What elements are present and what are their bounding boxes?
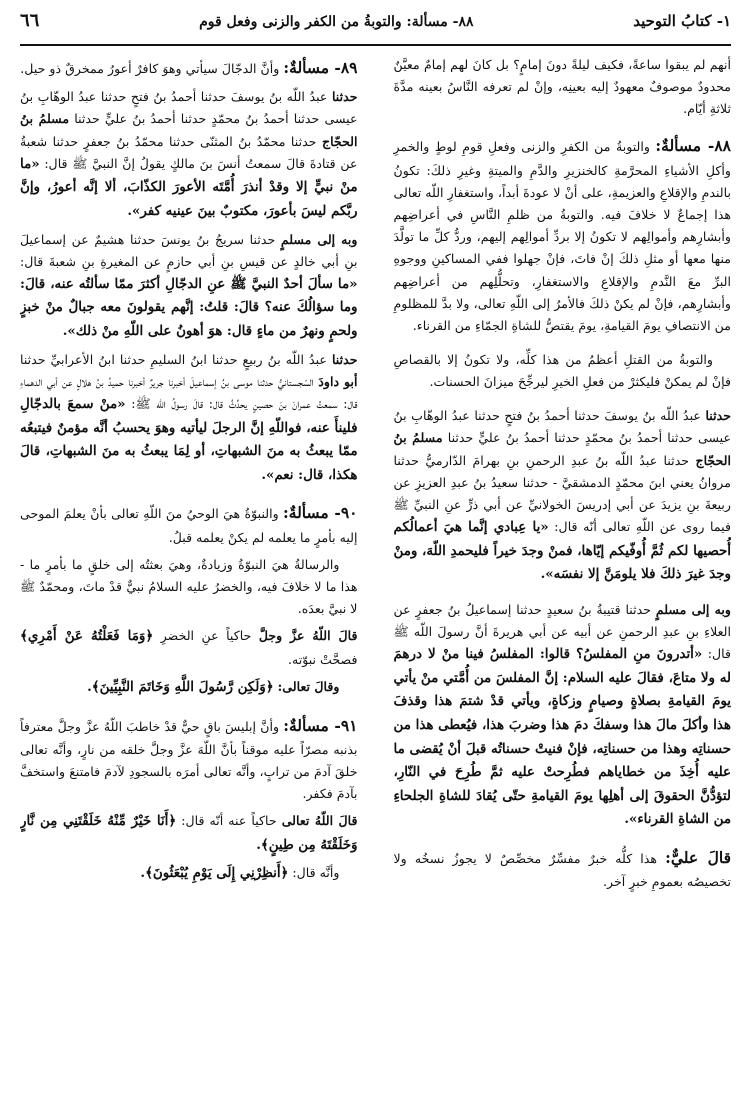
page-number: ٦٦ — [20, 10, 40, 31]
paragraph: أنهم لم يبقوا ساعةً، فكيف ليلةً دونَ إمامٍ؟ بل كانَ لهم إمامٌ معيَّنٌ محدودٌ موصوفٌ معهودٌ إليه بعينِه، وإنْ لم تعرفه النَّاسُ بعينه مدَّةَ ثلاثةِ أيّام. — [393, 57, 731, 117]
text-columns — [20, 54, 731, 1104]
quote-intro: حاكياً عنِ الخضرِ — [160, 628, 252, 644]
chain-text: حدثنا قتيبةُ بنُ سعيدٍ حدثنا إسماعيلُ بنُ جعفرٍ عن العلاءِ بنِ عبدِ الرحمنِ عن أبيه عن أبي هريرةَ أنَّ رسولَ اللّه ﷺ قال: — [393, 601, 731, 662]
header-book-title: ١- كتابُ التوحيد — [633, 12, 731, 30]
quote-intro: وأنَّه قال: — [292, 865, 340, 881]
chain-text: عبدُ اللّه بنُ يوسفَ حدثنا أحمدُ بنُ فتحٍ حدثنا عبدُ الوهّابِ بنُ عيسى حدثنا أحمدُ بنُ محمّدٍ حدثنا أحمدُ بنُ عليٍّ حدثنا — [393, 408, 731, 446]
section-text: والنبوّةُ هيَ الوحيُ منَ اللّهِ تعالى بأنْ يعلمَ الموحى إليه بأمرٍ ما يعلمه لم يكنْ يعلمه قبلُ. — [20, 506, 358, 545]
chain-text: حدثنا محمّدُ بنُ المثنّى حدثنا محمّدُ بنُ جعفرٍ حدثنا شعبةُ عن قتادةَ قالَ سمعتُ أنسَ بنَ مالكٍ يقولُ إنَّ النبيَّ ﷺ قال: — [20, 133, 358, 171]
quote-label: قالَ اللّهُ تعالى — [281, 813, 358, 829]
narrator-name: مسلمُ بنُ الحجّاج — [393, 430, 731, 468]
verse: ﴿وَلَكِن رَّسُولَ اللَّهِ وَخَاتَمَ النَّبِيِّينَ﴾. — [87, 678, 274, 695]
quran-quote-4 — [20, 862, 358, 886]
quote-label: وقالَ تعالى: — [277, 678, 340, 694]
chain-text: حدثنا سريجُ بنُ يونسَ حدثنا هشيمٌ عن إسماعيلَ بنِ أبي خالدٍ عن قيسِ بنِ أبي حازمٍ عن المغيرةِ بنِ شعبةَ قال: — [20, 231, 358, 269]
narrator-name: أبو داودَ — [318, 373, 358, 389]
ali-comment — [394, 844, 732, 893]
paragraph: والتوبةُ من القتلِ أعظمُ من هذا كلِّه، ولا تكونُ إلا بالقصاصِ فإنْ لم يمكنْ فليكثرْ من فعلِ الخيرِ ليرجِّحَ ميزانَ الحسنات. — [393, 351, 731, 390]
section-90 — [20, 499, 358, 548]
chain-label: حدثنا — [331, 351, 358, 367]
hadith-quote: «أتدرونَ منِ المفلسُ؟ قالوا: المفلسُ فينا منْ لا درهمَ له ولا متاعَ، فقالَ عليه السلام: إنَّ المفلسَ من أُمَّتي منْ يأتي يومَ القيامةِ بصلاةٍ وصيامٍ وزكاةٍ، ويأتي قدْ شتمَ هذا وقذفَ هذا وأكلَ مالَ هذا وسفكَ دمَ هذا وضربَ هذا، فيُعطى هذا من حسناتِه وهذا من حسناتِه، فإنْ فنيتْ حسناتُه قبلَ أنْ يُقضى ما عليه أُخِذَ من خطاياهم فطُرِحتْ عليه ثمَّ طُرِحَ في النّارِ، لتؤدُّنَّ الحقوقَ إلى أهلِها يومَ القيامةِ حتّى يُقادَ للشاةِ الجلحاءِ من الشاةِ القرناء». — [393, 646, 731, 828]
quran-quote-3 — [20, 810, 358, 857]
hadith-2 — [394, 599, 732, 832]
chain-label: حدثنا — [705, 408, 731, 424]
header-section-title: ٨٨- مسألة: والتوبةُ من الكفر والزنى وفعل قوم — [199, 14, 474, 30]
hadith-1 — [394, 405, 732, 587]
paragraph: والرسالةُ هيَ النبوّةُ وزيادةٌ، وهيَ بعثتُه إلى خلقٍ ما بأمرٍ ما - هذا ما لا خلافَ فيه، والخضرُ عليه السلامُ نبيٌّ قدْ ماتَ، ومحمّدٌ ﷺ لا نبيَّ بعدَه. — [20, 556, 358, 617]
quran-quote-1 — [20, 625, 358, 671]
chain-label: وبه إلى مسلمٍ — [280, 231, 358, 247]
comment-label: قالَ عليٌّ: — [665, 847, 731, 867]
comment-text: هذا كلُّه خبرٌ مفسِّرٌ مخصِّصٌ لا يجوزُ نسخُه ولا تخصيصُه بعمومِ خبرٍ آخر. — [393, 850, 731, 890]
section-89 — [20, 54, 358, 81]
right-column — [376, 54, 732, 1104]
narrator-name: مسلمُ بنُ الحجّاج — [20, 111, 358, 149]
chain-label: وبه إلى مسلمٍ — [655, 601, 731, 617]
hadith-3 — [20, 86, 358, 223]
section-text: والتوبةُ من الكفرِ والزنى وفعلِ قومِ لوطٍ والخمرِ وأكلِ الأشياءِ المحرَّمةِ كالخنزيرِ والدَّمِ والميتةِ وغيرِ ذلكَ: تكونُ بالندمِ والإقلاعِ والعزيمةِ، على أنْ لا عودةَ أبداً، واستغفارِ اللّه تعالى هذا إجماعٌ لا خلافَ فيه. والتوبةُ من ظلمِ النَّاسِ في أعراضِهم وأبشارِهم وأموالِهم لا تكونُ إلا بردِّ أموالِهم إليهم، وردُّ كلِّ ما تولَّدَ منها معها أو مثلِ ذلكَ إنْ فاتَ، فإنْ جهلوا ففي المساكينِ ووجوهِ البرِّ معَ النَّدمِ والإقلاعِ والاستغفارِ، وتحلُّلِهم من أعراضِهم وأبشارِهم، فإنْ لم يكنْ ذلكَ فالأمرُ إلى اللّهِ تعالى، ولا بدَّ للمظلومِ من الانتصافِ يومَ القيامةِ، يومَ يقتصُّ للشاةِ الجمّاءِ من القرناء. — [393, 139, 731, 333]
section-text: وأنَّ إبليسَ باقٍ حيٌّ قدْ خاطبَ اللّهُ عزَّ وجلَّ معترفاً بذنبه مصرّاً عليه موقناً بأنَّ اللّهَ عزَّ وجلَّ خلقه من نارٍ، وأنَّه تعالى خلقَ آدمَ من ترابٍ، وأنَّه تعالى أمرَه بالسجودِ لآدمَ فامتنعَ واستخفَّ بآدمَ فكفر. — [20, 718, 358, 802]
section-88 — [394, 132, 732, 337]
verse: ﴿أَنَا خَيْرٌ مِّنْهُ خَلَقْتَنِي مِن نَّارٍ وَخَلَقْتَهُ مِن طِينٍ﴾. — [20, 813, 358, 853]
section-91 — [20, 712, 358, 806]
hadith-quote: «ما سألَ أحدٌ النبيَّ ﷺ عنِ الدجّالِ أكثرَ ممّا سألتُه عنه، قالَ: وما سؤالُكَ عنه؟ قالَ: قلتُ: إنَّهم يقولونَ معه جبالٌ منْ خبزٍ ولحمٍ ونهرٌ من ماءٍ قال: هوَ أهونُ على اللّهِ منْ ذلك». — [20, 275, 358, 340]
quran-quote-2 — [20, 676, 358, 700]
hadith-quote: «منْ سمعَ بالدجّالِ فلينأَ عنه، فواللّهِ إنَّ الرجلَ ليأتيه وهوَ يحسبُ أنَّه مؤمنٌ فيتبعُه ممّا يبعثُ به منَ الشبهاتِ، أو لِمَا يبعثُ به منَ الشبهاتِ، قالَ هكذا، قال: نعم». — [20, 395, 358, 483]
chain-text: عبدُ اللّه بنُ يوسفَ حدثنا أحمدُ بنُ فتحٍ حدثنا عبدُ الوهّابِ بنُ عيسى حدثنا أحمدُ بنُ محمّدٍ حدثنا أحمدُ بنُ عليٍّ حدثنا — [20, 89, 358, 127]
hadith-5 — [20, 349, 358, 488]
chain-text: عبدُ اللّه بنُ ربيعٍ حدثنا ابنُ السليمِ حدثنا ابنُ الأعرابيِّ حدثنا — [20, 351, 327, 367]
section-label: ٨٨- مسألةٌ: — [655, 136, 731, 156]
page-header — [20, 10, 731, 46]
verse: ﴿أَنظِرْنِي إِلَى يَوْمِ يُبْعَثُونَ﴾. — [140, 865, 289, 882]
chain-text: حدثنا عبدُ اللّه بنُ عبدِ الرحمنِ بنِ بهرامَ الدّارميُّ حدثنا مروانُ يعني ابنَ محمّدٍ الدمشقيَّ - حدثنا سعيدُ بنُ عبدِ العزيزِ عن ربيعةَ بنِ يزيدَ عن أبي إدريسَ الخولانيِّ عن أبي ذرٍّ عنِ النبيِّ ﷺ فيما روى عن اللّهِ تعالى أنّه قال: — [393, 452, 731, 535]
quote-intro: حاكياً عنه أنّه قال: — [181, 813, 277, 829]
chain-text: السّجستانيُّ حدثنا موسى بنُ إسماعيلَ أخبرنا جريرٌ أخبرنا حميدُ بنُ هلالٍ عن أبي الدهماءِ قال: سمعتُ عمرانَ بنَ حصينٍ يحدِّثُ قال: قالَ رسولُ اللّه ﷺ: — [20, 373, 358, 411]
section-text: وأنَّ الدجّالَ سيأتي وهوَ كافرٌ أعورُ ممخرقٌ ذو حيل. — [20, 61, 280, 76]
section-label: ٩٠- مسألةٌ: — [283, 503, 358, 523]
hadith-quote: «ما منْ نبيٍّ إلا وقدْ أنذرَ أُمَّتَه الأعورَ الكذّابَ، ألا إنَّه أعورُ، وإنَّ ربَّكم ليسَ بأعورَ، مكتوبٌ بينَ عينيه كفر». — [20, 155, 358, 219]
left-column — [20, 54, 376, 1104]
hadith-4 — [20, 229, 358, 344]
section-label: ٩١- مسألةٌ: — [283, 715, 358, 735]
chain-label: حدثنا — [331, 89, 358, 105]
section-label: ٨٩- مسألةٌ: — [283, 58, 358, 77]
hadith-quote: «يا عِبادي إنَّما هيَ أعمالُكم أُحصيها لكم ثُمَّ أُوفّيكم إيّاها، فمنْ وجدَ خيراً فليحمدِ اللّهَ، ومنْ وجدَ غيرَ ذلكَ فلا يلومَنَّ إلا نفسَه». — [393, 519, 731, 583]
quote-label: قالَ اللّهُ عزَّ وجلَّ — [258, 628, 358, 644]
verse: ﴿وَمَا فَعَلْتُهُ عَنْ أَمْرِي﴾ — [20, 628, 154, 645]
quote-tail: فصحَّتْ نبوّته. — [287, 651, 358, 667]
